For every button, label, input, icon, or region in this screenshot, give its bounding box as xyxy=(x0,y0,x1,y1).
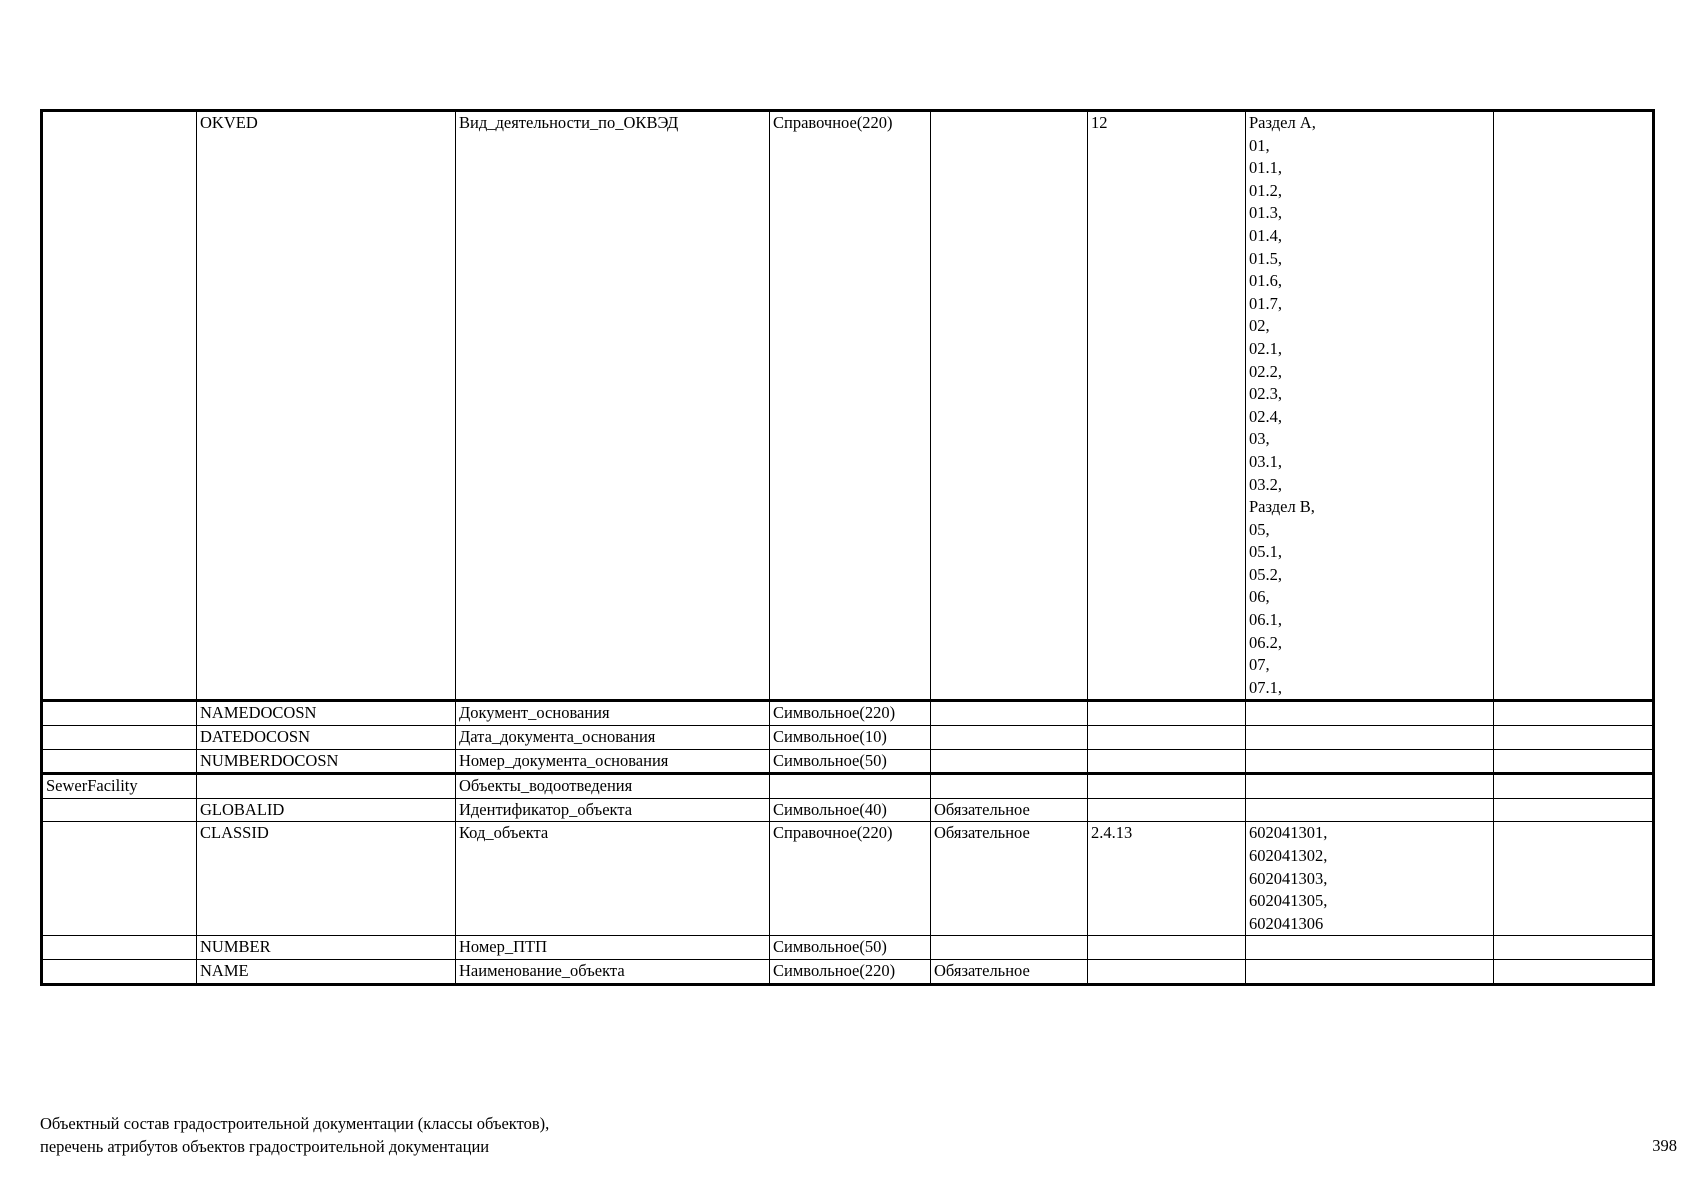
value-line: 01.7, xyxy=(1249,293,1282,313)
values-cell xyxy=(1246,822,1494,936)
type-cell: Символьное(40) xyxy=(770,798,931,822)
value-line: 01.1, xyxy=(1249,158,1282,178)
note-cell xyxy=(1494,959,1654,984)
value-line: 07, xyxy=(1249,655,1270,675)
alias-cell: Наименование_объекта xyxy=(456,959,770,984)
footer-caption xyxy=(40,1112,549,1158)
reference-cell: 2.4.13 xyxy=(1088,822,1246,936)
attribute-table xyxy=(40,109,1655,986)
value-line: 02, xyxy=(1249,316,1270,336)
alias-cell: Номер_документа_основания xyxy=(456,749,770,774)
value-line: 05.1, xyxy=(1249,542,1282,562)
type-cell: Символьное(50) xyxy=(770,749,931,774)
value-line: 602041305, xyxy=(1249,891,1328,911)
value-line: Раздел А, xyxy=(1249,113,1316,132)
table-row xyxy=(42,749,1654,774)
footer-line-1: Объектный состав градостроительной документации (классы объектов), xyxy=(40,1114,550,1133)
table-row xyxy=(42,959,1654,984)
class-name-cell: SewerFacility xyxy=(42,774,197,799)
class-name-cell xyxy=(42,798,197,822)
values-cell xyxy=(1246,798,1494,822)
note-cell xyxy=(1494,774,1654,799)
alias-cell: Номер_ПТП xyxy=(456,936,770,960)
note-cell xyxy=(1494,726,1654,750)
attribute-table-body xyxy=(42,111,1654,985)
page-number: 398 xyxy=(1652,1136,1677,1155)
value-line: 06, xyxy=(1249,587,1270,607)
alias-cell: Код_объекта xyxy=(456,822,770,936)
field-name-cell: NAME xyxy=(197,959,456,984)
required-cell: Обязательное xyxy=(931,959,1088,984)
required-cell: Обязательное xyxy=(931,798,1088,822)
value-line: 602041301, xyxy=(1249,823,1328,843)
value-line: 05.2, xyxy=(1249,564,1282,584)
type-cell: Символьное(50) xyxy=(770,936,931,960)
values-cell xyxy=(1246,749,1494,774)
value-line: 05, xyxy=(1249,519,1270,539)
class-name-cell xyxy=(42,749,197,774)
field-name-cell: NAMEDOCOSN xyxy=(197,701,456,726)
field-name-cell xyxy=(197,774,456,799)
class-name-cell xyxy=(42,726,197,750)
value-line: 06.1, xyxy=(1249,610,1282,630)
required-cell: Обязательное xyxy=(931,822,1088,936)
reference-cell: 12 xyxy=(1088,111,1246,701)
table-row xyxy=(42,822,1654,936)
note-cell xyxy=(1494,798,1654,822)
class-name-cell xyxy=(42,959,197,984)
field-name-cell: OKVED xyxy=(197,111,456,701)
class-name-cell xyxy=(42,701,197,726)
value-line: 02.1, xyxy=(1249,338,1282,358)
value-line: 03, xyxy=(1249,429,1270,449)
required-cell xyxy=(931,701,1088,726)
table-row xyxy=(42,936,1654,960)
value-line: 01.6, xyxy=(1249,271,1282,291)
value-line: 02.2, xyxy=(1249,361,1282,381)
table-row xyxy=(42,111,1654,701)
values-cell xyxy=(1246,959,1494,984)
reference-cell xyxy=(1088,774,1246,799)
value-line: 01, xyxy=(1249,135,1270,155)
note-cell xyxy=(1494,749,1654,774)
alias-cell: Документ_основания xyxy=(456,701,770,726)
reference-cell xyxy=(1088,701,1246,726)
type-cell: Символьное(10) xyxy=(770,726,931,750)
alias-cell: Дата_документа_основания xyxy=(456,726,770,750)
field-name-cell: NUMBERDOCOSN xyxy=(197,749,456,774)
required-cell xyxy=(931,774,1088,799)
field-name-cell: GLOBALID xyxy=(197,798,456,822)
values-cell xyxy=(1246,936,1494,960)
class-name-cell xyxy=(42,822,197,936)
footer-line-2: перечень атрибутов объектов градостроительной документации xyxy=(40,1137,490,1156)
value-line: 02.3, xyxy=(1249,384,1282,404)
type-cell: Символьное(220) xyxy=(770,959,931,984)
value-line: 01.5, xyxy=(1249,248,1282,268)
note-cell xyxy=(1494,822,1654,936)
value-line: 602041306 xyxy=(1249,913,1324,933)
class-name-cell xyxy=(42,936,197,960)
required-cell xyxy=(931,726,1088,750)
values-cell xyxy=(1246,701,1494,726)
value-line: 07.1, xyxy=(1249,677,1282,697)
reference-cell xyxy=(1088,726,1246,750)
alias-cell: Вид_деятельности_по_ОКВЭД xyxy=(456,111,770,701)
field-name-cell: NUMBER xyxy=(197,936,456,960)
type-cell: Справочное(220) xyxy=(770,822,931,936)
value-line: 602041303, xyxy=(1249,868,1328,888)
values-cell xyxy=(1246,774,1494,799)
type-cell: Справочное(220) xyxy=(770,111,931,701)
table-row xyxy=(42,774,1654,799)
required-cell xyxy=(931,749,1088,774)
table-row xyxy=(42,798,1654,822)
value-line: 01.2, xyxy=(1249,180,1282,200)
value-line: 03.2, xyxy=(1249,474,1282,494)
values-cell xyxy=(1246,726,1494,750)
reference-cell xyxy=(1088,959,1246,984)
note-cell xyxy=(1494,111,1654,701)
note-cell xyxy=(1494,936,1654,960)
type-cell xyxy=(770,774,931,799)
required-cell xyxy=(931,936,1088,960)
value-line: 01.4, xyxy=(1249,225,1282,245)
type-cell: Символьное(220) xyxy=(770,701,931,726)
value-line: 01.3, xyxy=(1249,203,1282,223)
reference-cell xyxy=(1088,798,1246,822)
class-name-cell xyxy=(42,111,197,701)
field-name-cell: CLASSID xyxy=(197,822,456,936)
reference-cell xyxy=(1088,749,1246,774)
values-cell xyxy=(1246,111,1494,701)
alias-cell: Объекты_водоотведения xyxy=(456,774,770,799)
table-row xyxy=(42,701,1654,726)
field-name-cell: DATEDOCOSN xyxy=(197,726,456,750)
value-line: 602041302, xyxy=(1249,846,1328,865)
value-line: 03.1, xyxy=(1249,451,1282,471)
table-row xyxy=(42,726,1654,750)
value-line: 02.4, xyxy=(1249,406,1282,426)
value-line: Раздел В, xyxy=(1249,497,1315,517)
note-cell xyxy=(1494,701,1654,726)
value-line: 06.2, xyxy=(1249,632,1282,652)
required-cell xyxy=(931,111,1088,701)
alias-cell: Идентификатор_объекта xyxy=(456,798,770,822)
reference-cell xyxy=(1088,936,1246,960)
